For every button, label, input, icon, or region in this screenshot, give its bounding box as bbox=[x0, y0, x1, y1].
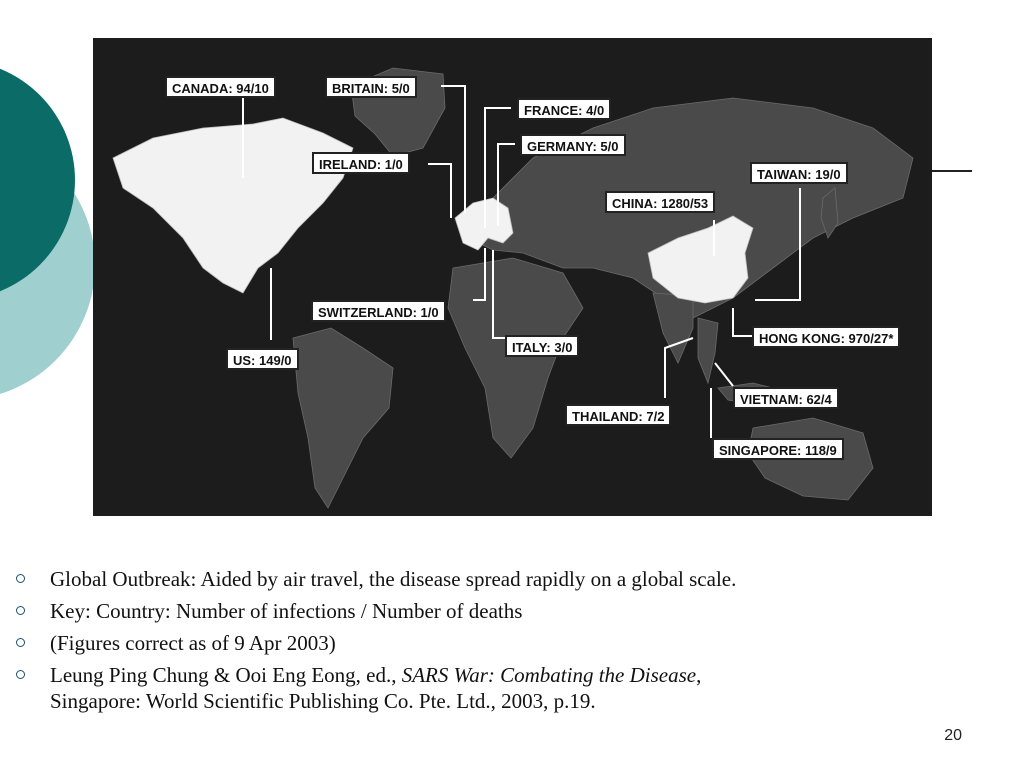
label-ireland: IRELAND: 1/0 bbox=[312, 152, 410, 174]
se-asia-shape bbox=[698, 318, 718, 383]
arrow-hongkong bbox=[733, 308, 753, 336]
label-germany: GERMANY: 5/0 bbox=[520, 134, 626, 156]
india-shape bbox=[653, 293, 693, 363]
label-china: CHINA: 1280/53 bbox=[605, 191, 715, 213]
bullet-item bbox=[14, 566, 974, 592]
circle-bullet-icon bbox=[16, 606, 25, 615]
bullet-text: Global Outbreak: Aided by air travel, the disease spread rapidly on a global scale. bbox=[50, 567, 737, 591]
bullet-text: (Figures correct as of 9 Apr 2003) bbox=[50, 631, 336, 655]
north-america-shape bbox=[113, 118, 353, 293]
bullet-item bbox=[14, 598, 974, 624]
label-switzerland: SWITZERLAND: 1/0 bbox=[311, 300, 446, 322]
label-thailand: THAILAND: 7/2 bbox=[565, 404, 671, 426]
label-britain: BRITAIN: 5/0 bbox=[325, 76, 417, 98]
label-france: FRANCE: 4/0 bbox=[517, 98, 611, 120]
label-canada: CANADA: 94/10 bbox=[165, 76, 276, 98]
label-us: US: 149/0 bbox=[226, 348, 299, 370]
decorative-rule bbox=[932, 170, 972, 172]
citation-title: SARS War: Combating the Disease bbox=[401, 663, 697, 687]
label-italy: ITALY: 3/0 bbox=[505, 335, 579, 357]
arrow-ireland bbox=[428, 164, 451, 218]
label-taiwan: TAIWAN: 19/0 bbox=[750, 162, 848, 184]
page-number: 20 bbox=[944, 727, 962, 744]
arrow-vietnam bbox=[715, 363, 733, 386]
label-vietnam: VIETNAM: 62/4 bbox=[733, 387, 839, 409]
citation-publisher: Singapore: World Scientific Publishing Co. Pte. Ltd., 2003, p.19. bbox=[50, 689, 596, 713]
citation-authors: Leung Ping Chung & Ooi Eng Eong, ed., bbox=[50, 663, 402, 687]
label-singapore: SINGAPORE: 118/9 bbox=[712, 438, 844, 460]
south-america-shape bbox=[293, 328, 393, 508]
circle-bullet-icon bbox=[16, 638, 25, 647]
bullet-item bbox=[14, 630, 974, 656]
bullet-item bbox=[14, 662, 974, 714]
decorative-circles bbox=[0, 0, 100, 420]
world-map-figure bbox=[93, 38, 932, 516]
bullet-list bbox=[14, 566, 974, 720]
circle-bullet-icon bbox=[16, 574, 25, 583]
label-hongkong: HONG KONG: 970/27* bbox=[752, 326, 900, 348]
bullet-text: Key: Country: Number of infections / Number of deaths bbox=[50, 599, 523, 623]
circle-bullet-icon bbox=[16, 670, 25, 679]
citation-comma: , bbox=[696, 663, 702, 687]
